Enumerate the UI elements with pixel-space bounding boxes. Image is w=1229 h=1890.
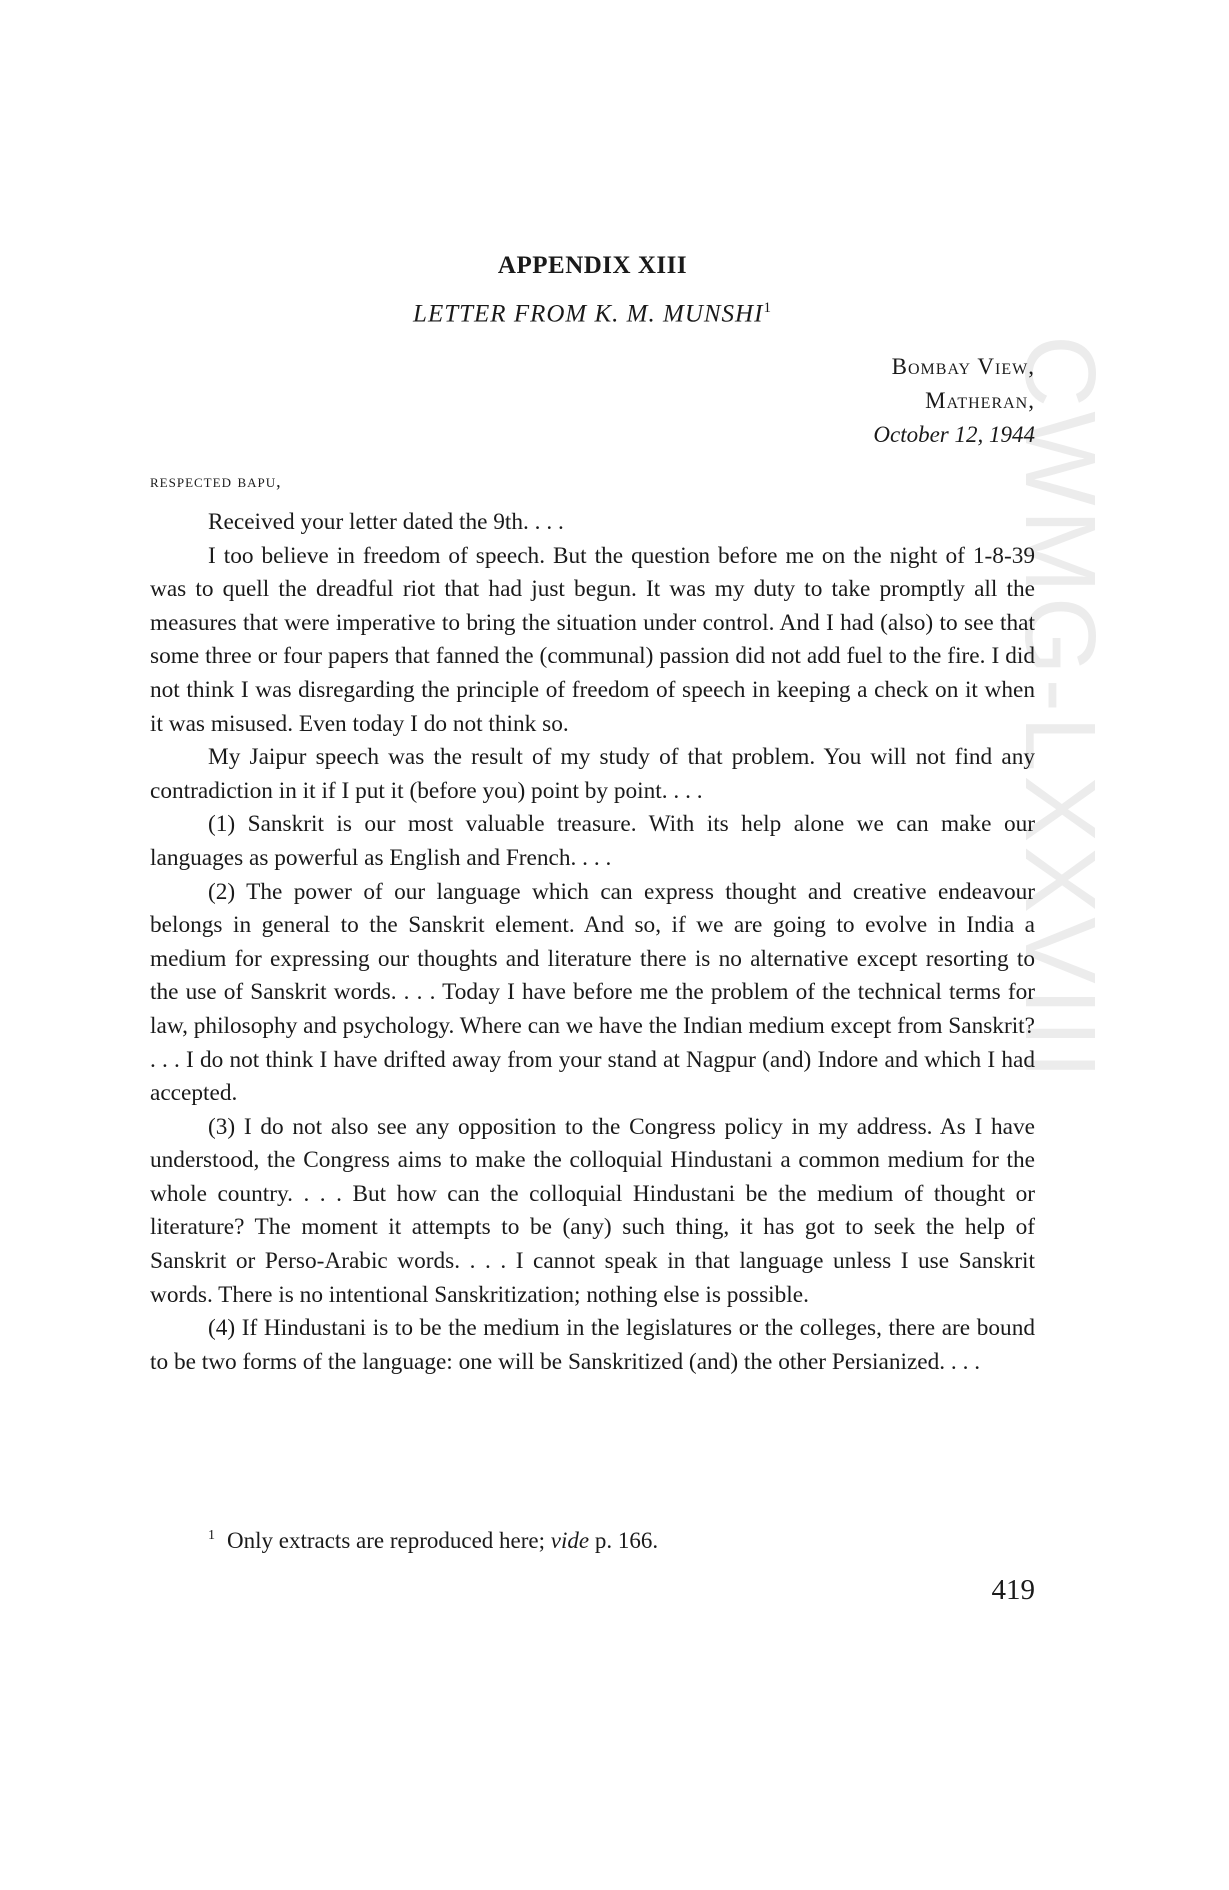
watermark: CWMG-LXXVIII [1004,335,1116,1084]
appendix-title: APPENDIX XIII [497,252,688,279]
footnote-page-ref: p. 166. [594,1528,659,1553]
paragraph: (1) Sanskrit is our most valuable treasure. With its help alone we can make our languages as powerful as English and French. . . . [150,811,1035,871]
footnote-vide: vide [550,1528,590,1553]
letter-title-text: LETTER FROM K. M. MUNSHI [413,300,764,328]
salutation: respected bapu, [150,471,282,491]
footnote [208,1528,658,1554]
paragraph: (3) I do not also see any opposition to the Congress policy in my address. As I have understood, the Congress aims to make the colloquial Hindustani a common medium for the whole country. . . . But how can the colloquial Hindustani be the medium of thought or literature? The moment it attempts to be (any) such thing, it has got to seek the help of Sanskrit or Perso-Arabic words. . . . I cannot speak in that language unless I use Sanskrit words. There is no intentional Sanskritization; nothing else is possible. [150,1113,1035,1308]
letter-title [150,300,1035,328]
footnote-reference[interactable]: 1 [763,300,772,316]
page-number: 419 [991,1574,1035,1606]
sender-address [873,350,1035,452]
paragraph: My Jaipur speech was the result of my study of that problem. You will not find any contradiction in it if I put it (before you) point by point. . . . [150,744,1035,804]
letter-date: October 12, 1944 [873,422,1035,447]
letter-body [150,506,1035,1379]
address-line-2: Matheran, [925,388,1035,413]
paragraph: (2) The power of our language which can express thought and creative endeavour belongs in general to the Sanskrit element. And so, if we are going to evolve in India a medium for expressing our thoughts and literature there is no alternative except resorting to the use of Sanskrit words. . . . Today I have before me the problem of the technical terms for law, philosophy and psychology. Where can we have the Indian medium except from Sanskrit? . . . I do not think I have drifted away from your stand at Nagpur (and) Indore and which I had accepted. [150,878,1035,1107]
paragraph: Received your letter dated the 9th. . . . [208,509,564,535]
footnote-marker: 1 [208,1528,215,1544]
paragraph: (4) If Hindustani is to be the medium in the legislatures or the colleges, there are bound to be two forms of the language: one will be Sanskritized (and) the other Persianized. . . . [150,1315,1035,1375]
footnote-text: Only extracts are reproduced here; [227,1528,546,1553]
address-line-1: Bombay View, [891,354,1035,379]
paragraph: I too believe in freedom of speech. But the question before me on the night of 1-8-39 was to quell the dreadful riot that had just begun. It was my duty to take promptly all the measures that were imperative to bring the situation under control. And I had (also) to see that some three or four papers that fanned the (communal) passion did not add fuel to the fire. I did not think I was disregarding the principle of freedom of speech in keeping a check on it when it was misused. Even today I do not think so. [150,542,1035,737]
